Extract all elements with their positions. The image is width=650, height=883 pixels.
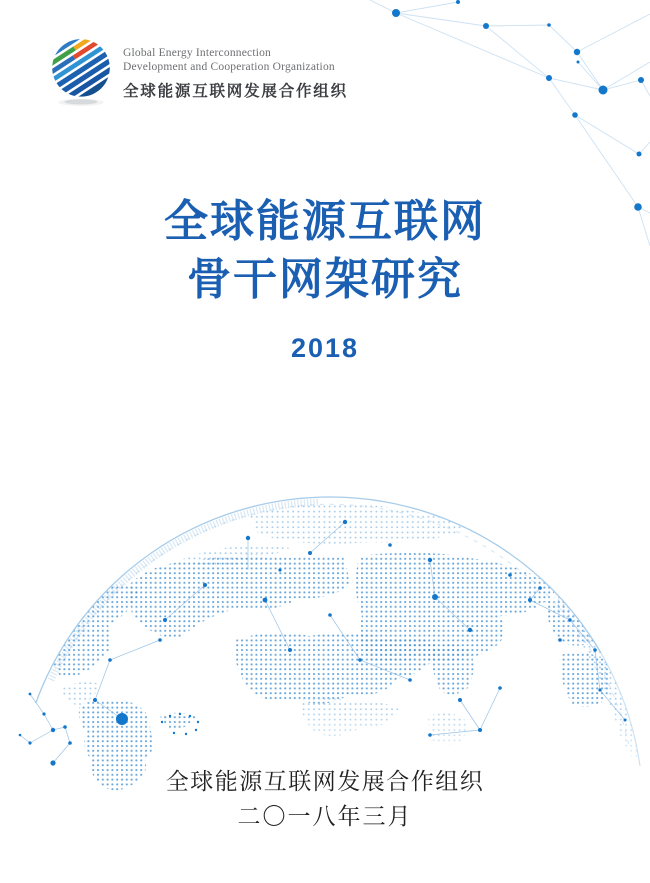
report-title-line1: 全球能源互联网 [164,197,486,246]
footer-block [0,767,650,831]
footer-date: 二〇一八年三月 [237,803,413,829]
org-name-block [123,44,348,101]
org-name-en-line1: Global Energy Interconnection [123,46,272,59]
geidco-globe-logo-icon [48,36,114,108]
footer-organization: 全球能源互联网发展合作组织 [165,768,485,794]
title-block [0,193,650,364]
report-title-line2: 骨干网架研究 [187,255,463,304]
report-year: 2018 [290,333,360,363]
org-name-cn: 全球能源互联网发展合作组织 [123,82,348,100]
logo-block [48,36,348,108]
org-name-en-line2: Development and Cooperation Organization [123,61,335,73]
